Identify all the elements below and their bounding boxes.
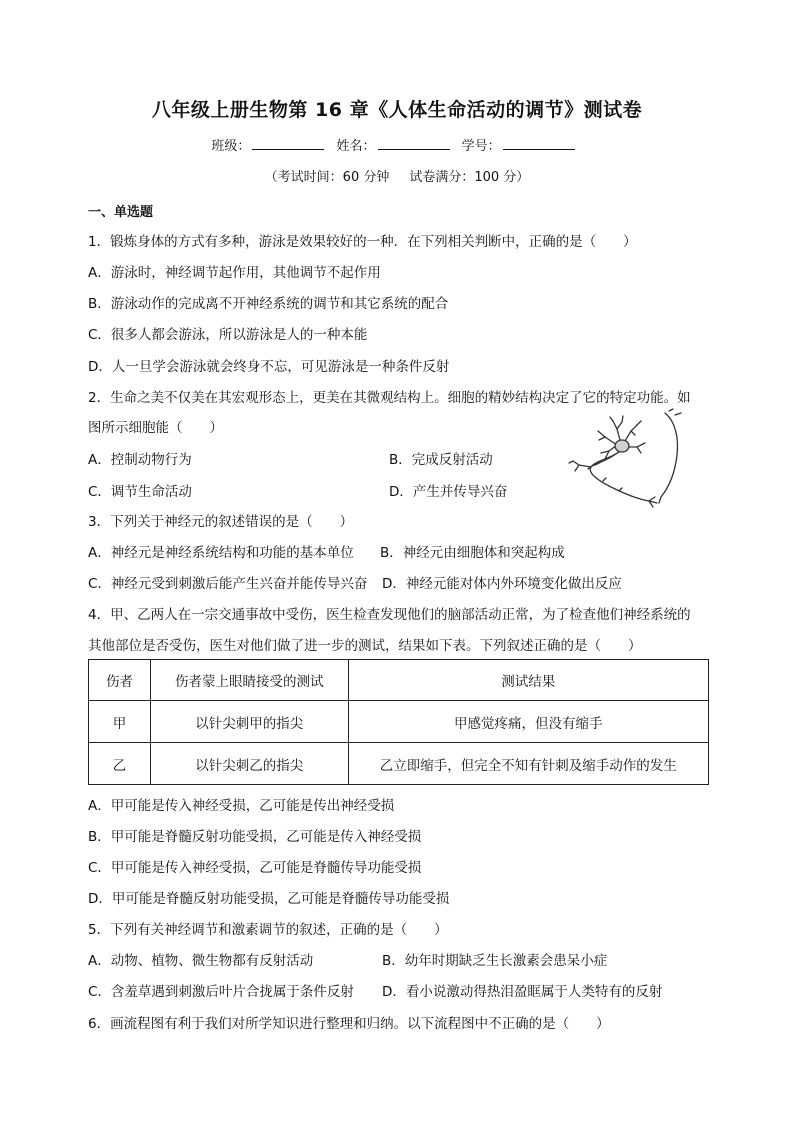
q2-option-b: B．完成反射活动 <box>389 452 493 468</box>
q5-option-a: A．动物、植物、微生物都有反射活动 <box>88 953 314 969</box>
table-cell: 乙立即缩手，但完全不知有针刺及缩手动作的发生 <box>348 743 708 785</box>
table-row <box>89 743 709 785</box>
q1-option-b: B．游泳动作的完成离不开神经系统的调节和其它系统的配合 <box>88 296 449 312</box>
q3-option-c: C．神经元受到刺激后能产生兴奋并能传导兴奋 <box>88 576 368 592</box>
table-header: 伤者蒙上眼睛接受的测试 <box>150 660 348 701</box>
q4-option-c: C．甲可能是传入神经受损，乙可能是脊髓传导功能受损 <box>88 860 422 876</box>
table-cell: 以针尖刺乙的指尖 <box>150 743 348 785</box>
table-cell: 乙 <box>89 743 151 785</box>
q5-option-c: C．含羞草遇到刺激后叶片合拢属于条件反射 <box>88 984 354 1000</box>
q4-option-b: B．甲可能是脊髓反射功能受损，乙可能是传入神经受损 <box>88 829 422 845</box>
q3-option-a: A．神经元是神经系统结构和功能的基本单位 <box>88 545 354 561</box>
neuron-illustration <box>565 407 690 509</box>
q1-stem: 1．锻炼身体的方式有多种，游泳是效果较好的一种．在下列相关判断中，正确的是（ ） <box>88 234 637 250</box>
exam-score: 试卷满分：100 分） <box>409 170 530 185</box>
table-cell: 以针尖刺甲的指尖 <box>150 701 348 743</box>
q1-option-d: D．人一旦学会游泳就会终身不忘，可见游泳是一种条件反射 <box>88 359 450 375</box>
q5-option-b: B．幼年时期缺乏生长激素会患呆小症 <box>382 953 608 969</box>
name-blank[interactable] <box>378 137 450 150</box>
name-label: 姓名： <box>336 139 376 154</box>
q4-stem-line2: 其他部位是否受伤，医生对他们做了进一步的测试，结果如下表。下列叙述正确的是（ ） <box>88 638 642 654</box>
q2-option-d: D．产生并传导兴奋 <box>389 484 508 500</box>
table-cell: 甲 <box>89 701 151 743</box>
q2-stem-line1: 2．生命之美不仅美在其宏观形态上，更美在其微观结构上。细胞的精妙结构决定了它的特定功能。如 <box>88 390 691 406</box>
q4-table <box>88 659 709 785</box>
q4-option-d: D．甲可能是脊髓反射功能受损，乙可能是脊髓传导功能受损 <box>88 891 450 907</box>
exam-time: （考试时间：60 分钟 <box>264 170 390 185</box>
table-header: 测试结果 <box>348 660 708 701</box>
table-header: 伤者 <box>89 660 151 701</box>
table-header-row <box>89 660 709 701</box>
q4-option-a: A．甲可能是传入神经受损，乙可能是传出神经受损 <box>88 798 395 814</box>
table-row <box>89 701 709 743</box>
q4-stem-line1: 4．甲、乙两人在一宗交通事故中受伤，医生检查发现他们的脑部活动正常，为了检查他们神经系统的 <box>88 607 691 623</box>
q3-option-d: D．神经元能对体内外环境变化做出反应 <box>382 576 622 592</box>
page-title: 八年级上册生物第 16 章《人体生命活动的调节》测试卷 <box>151 99 643 121</box>
class-blank[interactable] <box>252 137 324 150</box>
q5-option-d: D．看小说激动得热泪盈眶属于人类特有的反射 <box>382 984 663 1000</box>
q3-option-b: B．神经元由细胞体和突起构成 <box>380 545 565 561</box>
q5-stem: 5．下列有关神经调节和激素调节的叙述，正确的是（ ） <box>88 922 448 938</box>
q1-option-a: A．游泳时，神经调节起作用，其他调节不起作用 <box>88 265 381 281</box>
q1-option-c: C．很多人都会游泳，所以游泳是人的一种本能 <box>88 327 368 343</box>
section-heading: 一、单选题 <box>88 205 154 220</box>
q2-stem-line2: 图所示细胞能（ ） <box>88 420 223 436</box>
q6-stem: 6．画流程图有利于我们对所学知识进行整理和归纳。以下流程图中不正确的是（ ） <box>88 1016 610 1032</box>
q3-stem: 3．下列关于神经元的叙述错误的是（ ） <box>88 514 354 530</box>
student-info-line <box>0 135 794 154</box>
q2-option-a: A．控制动物行为 <box>88 452 192 468</box>
id-label: 学号： <box>461 139 501 154</box>
class-label: 班级： <box>211 139 251 154</box>
table-cell: 甲感觉疼痛，但没有缩手 <box>348 701 708 743</box>
id-blank[interactable] <box>503 137 575 150</box>
exam-info <box>0 166 794 185</box>
q2-option-c: C．调节生命活动 <box>88 484 192 500</box>
